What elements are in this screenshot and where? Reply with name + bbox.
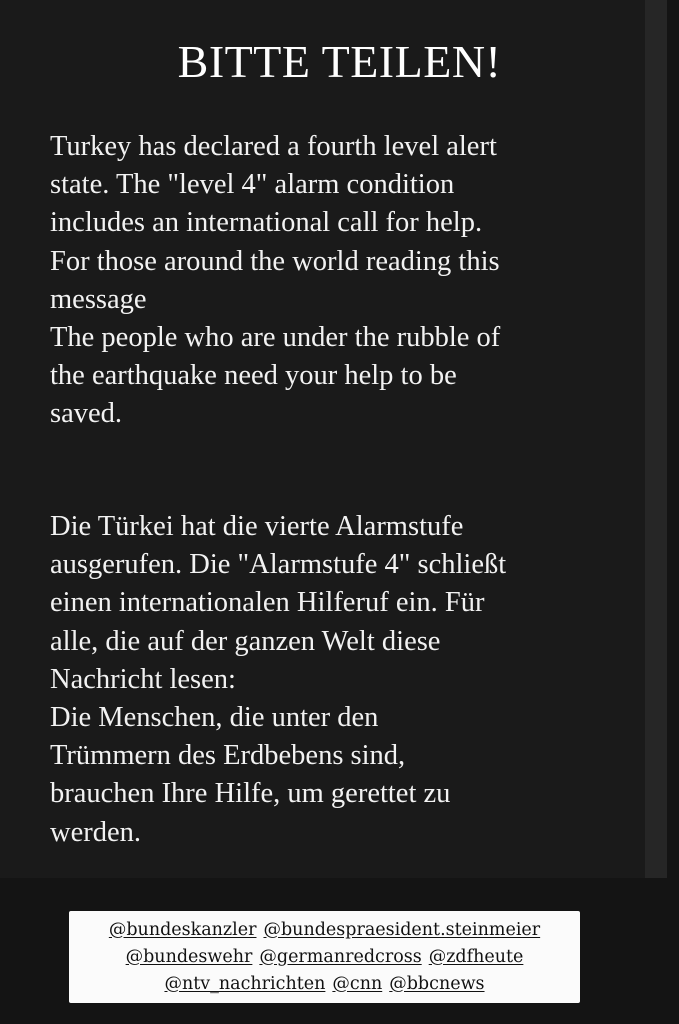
mention-bbcnews[interactable]: @bbcnews (389, 973, 485, 994)
mention-ntv-nachrichten[interactable]: @ntv_nachrichten (164, 973, 326, 994)
mention-bundeskanzler[interactable]: @bundeskanzler (108, 919, 257, 940)
message-english: Turkey has declared a fourth level alert state. The "level 4" alarm condition includes an international call for help. For those around the world reading this message The people who are under the rubble of the earthquake need your help to be saved. (50, 131, 501, 430)
message-german: Die Türkei hat die vierte Alarmstufe ausgerufen. Die "Alarmstufe 4" schließt einen internationalen Hilferuf ein. Für alle, die auf der ganzen Welt diese Nachricht lesen: Die Menschen, die unter den Trümmern des Erdbebens sind, brauchen Ihre Hilfe, um gerettet zu werden. (50, 511, 507, 848)
mention-line-1 (109, 917, 540, 944)
mention-line-2 (126, 944, 524, 971)
mention-bundespraesident[interactable]: @bundespraesident.steinmeier (263, 919, 541, 940)
mention-bundeswehr[interactable]: @bundeswehr (125, 946, 253, 967)
mention-germanredcross[interactable]: @germanredcross (259, 946, 422, 967)
mention-line-3 (164, 971, 484, 998)
mention-zdfheute[interactable]: @zdfheute (428, 946, 524, 967)
mention-sticker (69, 911, 580, 1003)
mention-cnn[interactable]: @cnn (332, 973, 383, 994)
card-edge (645, 0, 667, 878)
story-headline: BITTE TEILEN! (177, 36, 502, 87)
